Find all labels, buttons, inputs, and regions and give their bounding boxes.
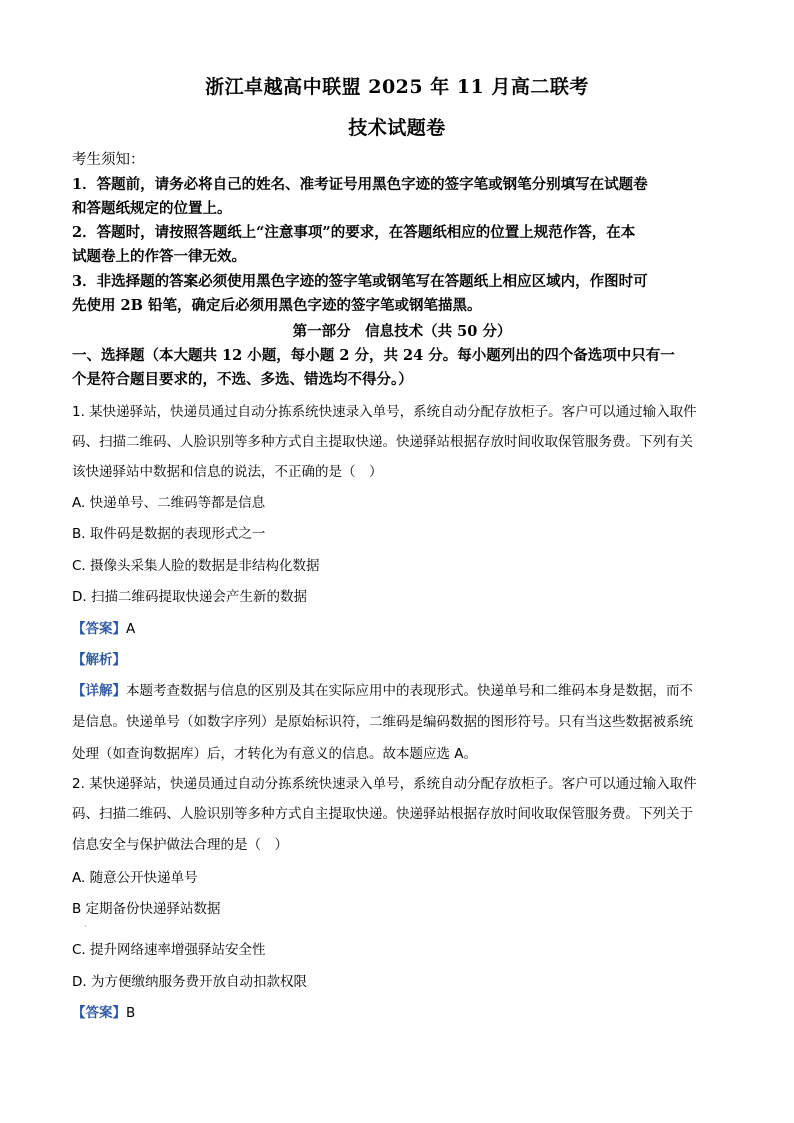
q2-stem-line: 2. 某快递驿站，快递员通过自动分拣系统快速录入单号，系统自动分配存放柜子。客户可以通过输入取件 [72, 776, 697, 792]
q1-option-c: C. 摄像头采集人脸的数据是非结构化数据 [72, 558, 320, 574]
notice-line: 3．非选择题的答案必须使用黑色字迹的签字笔或钢笔写在答题纸上相应区域内，作图时可 [72, 273, 648, 290]
q1-detail-line [72, 679, 732, 699]
q2-option-d: D. 为方便缴纳服务费开放自动扣款权限 [72, 974, 307, 990]
q1-option-d: D. 扫描二维码提取快递会产生新的数据 [72, 589, 307, 605]
notice-line: 先使用 2B 铅笔，确定后必须用黑色字迹的签字笔或钢笔描黑。 [72, 297, 482, 314]
answer-marker: 【答案】 [72, 621, 126, 637]
q1-stem-line: 码、扫描二维码、人脸识别等多种方式自主提取快递。快递驿站根据存放时间收取保管服务费。下列有关 [72, 434, 693, 450]
notice-line: 1．答题前，请务必将自己的姓名、准考证号用黑色字迹的签字笔或钢笔分别填写在试题卷 [72, 176, 648, 193]
notice-line: 和答题纸规定的位置上。 [72, 200, 232, 217]
q2-stem-line: 码、扫描二维码、人脸识别等多种方式自主提取快递。快递驿站根据存放时间收取保管服务费。下列关于 [72, 806, 693, 822]
notice-line: 试题卷上的作答一律无效。 [72, 248, 246, 265]
exam-subtitle: 技术试题卷 [348, 117, 446, 139]
q1-detail-line: 处理（如查询数据库）后，才转化为有意义的信息。故本题应选 A。 [72, 746, 478, 762]
stray-dot: · [84, 922, 87, 931]
q2-option-c: C. 提升网络速率增强驿站安全性 [72, 942, 266, 958]
section-title: 第一部分 信息技术（共 50 分） [292, 323, 512, 340]
q1-answer [72, 617, 732, 637]
q1-analysis [72, 648, 732, 668]
q1-option-b: B. 取件码是数据的表现形式之一 [72, 526, 266, 542]
q1-stem-line: 1. 某快递驿站，快递员通过自动分拣系统快速录入单号，系统自动分配存放柜子。客户可以通过输入取件 [72, 404, 697, 420]
exam-title: 浙江卓越高中联盟 2025 年 11 月高二联考 [205, 76, 589, 98]
q1-detail-line: 是信息。快递单号（如数字序列）是原始标识符，二维码是编码数据的图形符号。只有当这些数据被系统 [72, 714, 693, 730]
q2-answer [72, 1001, 732, 1021]
detail-text: 本题考查数据与信息的区别及其在实际应用中的表现形式。快递单号和二维码本身是数据，而不 [126, 683, 693, 699]
q1-option-a: A. 快递单号、二维码等都是信息 [72, 495, 266, 511]
answer-marker: 【答案】 [72, 1005, 126, 1021]
q1-stem-line: 该快递驿站中数据和信息的说法，不正确的是（ ） [72, 464, 383, 480]
section-instruction: 一、选择题（本大题共 12 小题，每小题 2 分，共 24 分。每小题列出的四个备选项中只有一 [72, 347, 675, 364]
analysis-marker: 【解析】 [72, 652, 126, 668]
answer-value: B [126, 1005, 136, 1021]
answer-value: A [126, 621, 136, 637]
q2-stem-line: 信息安全与保护做法合理的是（ ） [72, 837, 288, 853]
notice-heading: 考生须知： [72, 152, 145, 168]
detail-marker: 【详解】 [72, 683, 126, 699]
section-instruction: 个是符合题目要求的，不选、多选、错选均不得分。） [72, 371, 413, 388]
q2-option-b: B 定期备份快递驿站数据 [72, 901, 221, 917]
q2-option-a: A. 随意公开快递单号 [72, 870, 198, 886]
notice-line: 2．答题时，请按照答题纸上“注意事项”的要求，在答题纸相应的位置上规范作答，在本 [72, 224, 636, 241]
